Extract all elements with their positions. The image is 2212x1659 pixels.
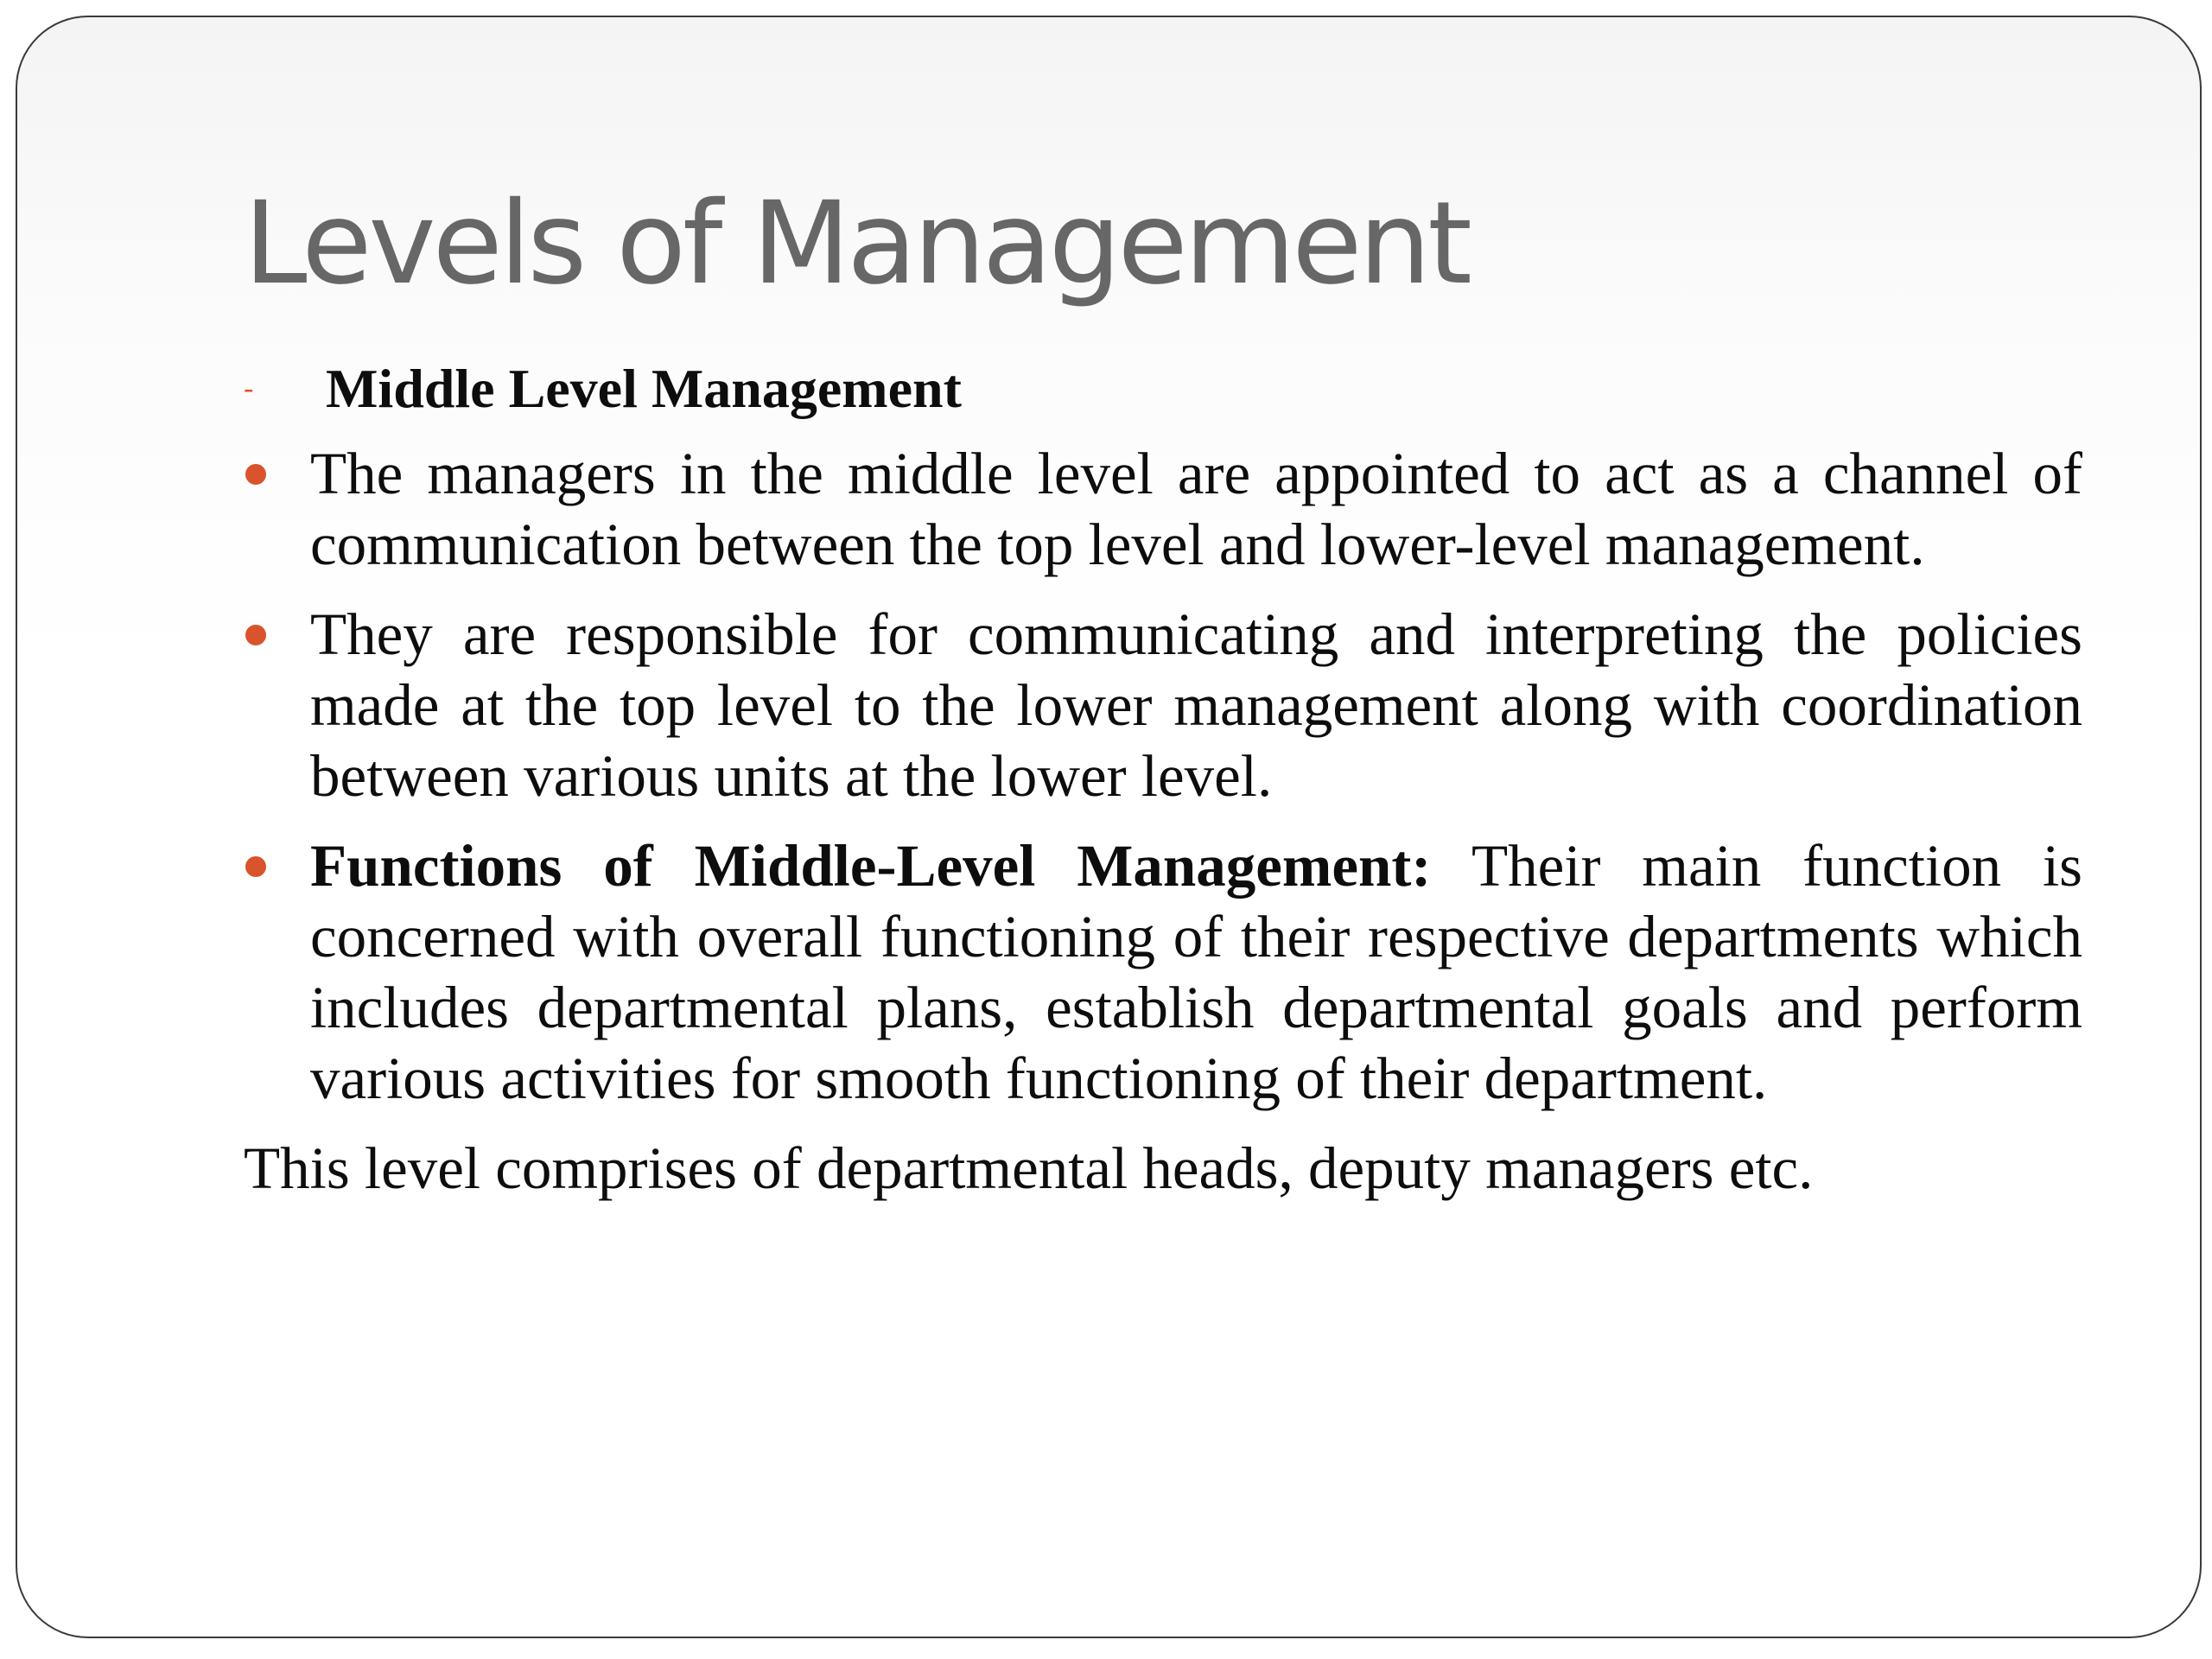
bullet-dot-icon [245,856,266,877]
bullet-dot-icon [245,464,266,485]
bullet-bold-lead: Functions of Middle-Level Management: [310,833,1432,899]
dash-marker: - [244,372,254,404]
slide-title: Levels of Management [244,177,1469,310]
bullet-text: Their main function is concerned with overall functioning of their respective departments which includes departmental plans, establish departmental goals and perform various activities for smooth functioning of their department. [310,833,2083,1111]
bullet-dot-icon [245,625,266,645]
bullet-text: The managers in the middle level are appointed to act as a channel of communication between the top level and lower-level management. [310,441,2082,577]
subheading-text: Middle Level Management [326,358,962,419]
closing-line: This level comprises of departmental heads, deputy managers etc. [244,1135,1814,1201]
bullet-item-3 [244,830,2082,1114]
bullet-item-1 [244,438,2082,580]
slide-content [244,350,2082,1204]
bullet-item-2 [244,599,2082,811]
subheading [244,350,2082,428]
bullet-text: They are responsible for communicating and interpreting the policies made at the top level to the lower management along with coordination between various units at the lower level. [310,601,2082,809]
